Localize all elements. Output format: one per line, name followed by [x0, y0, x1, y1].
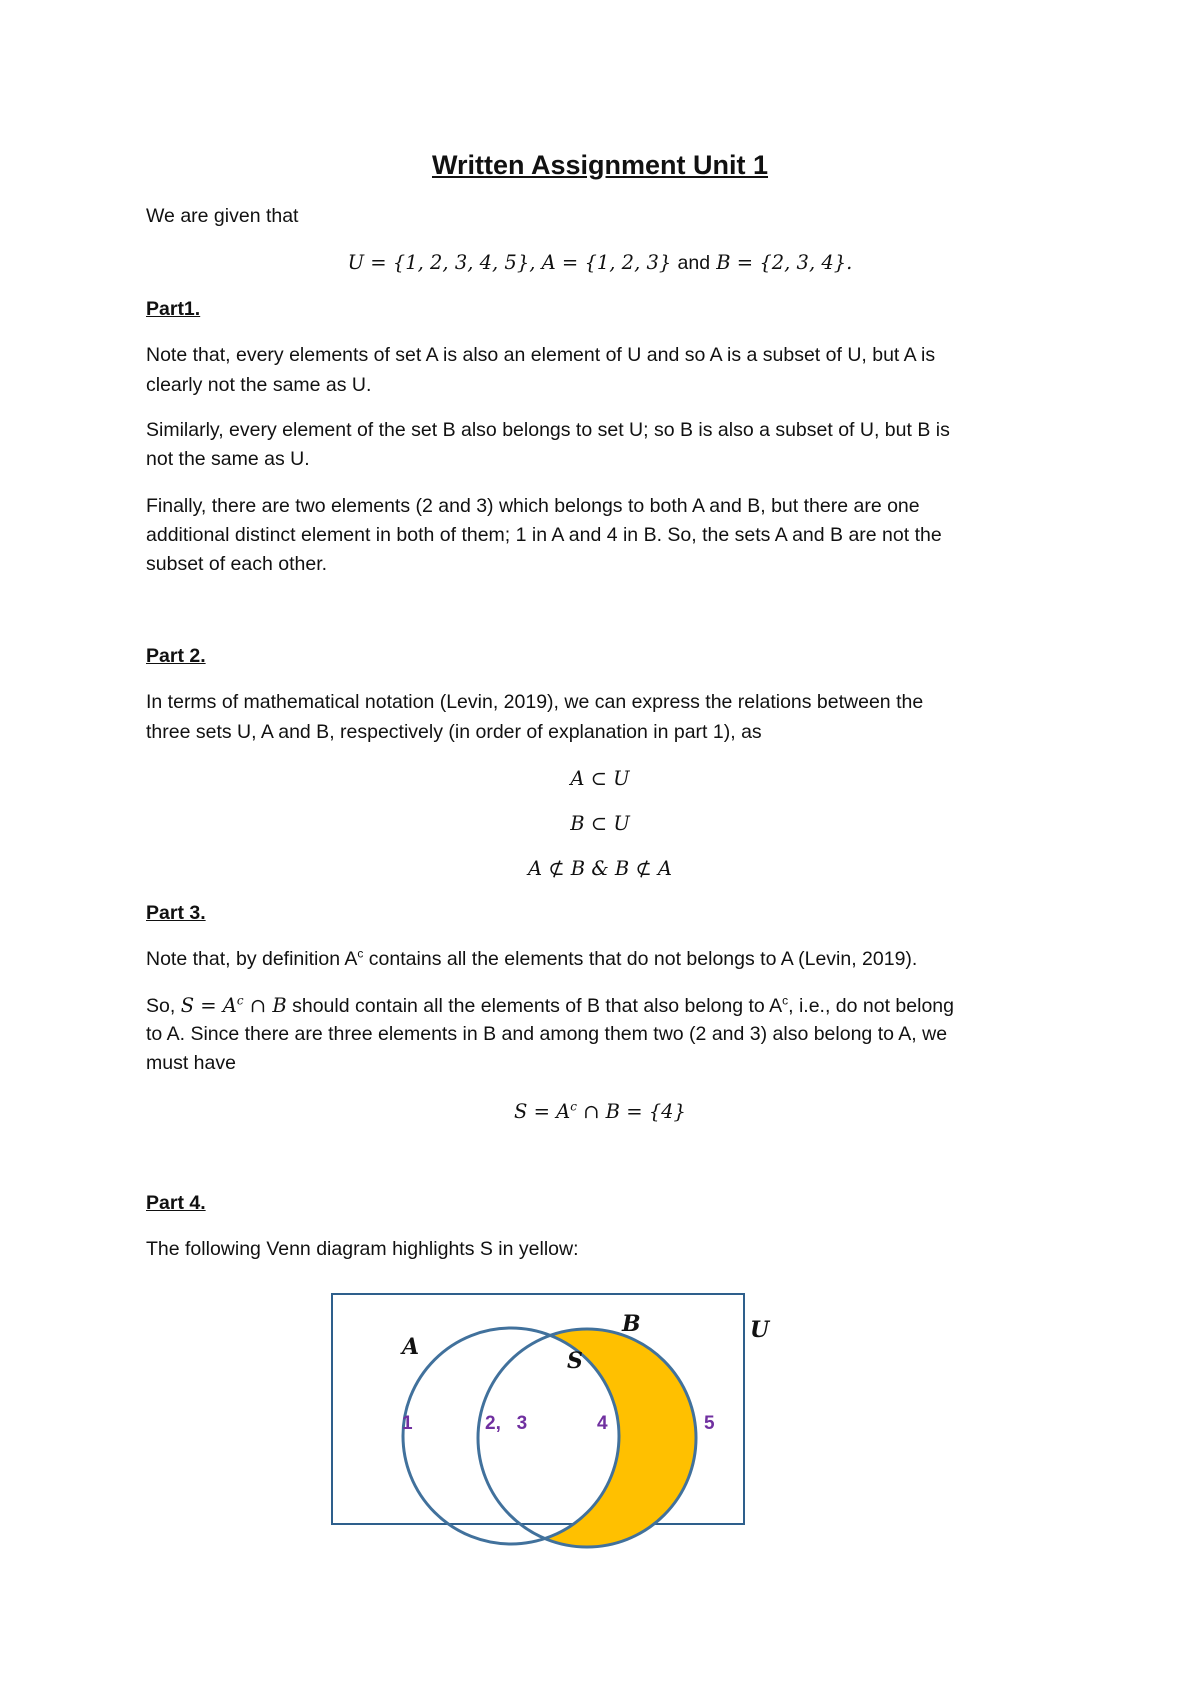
label-s: S — [567, 1348, 583, 1374]
s-equation — [0, 1100, 1200, 1123]
s-definition-superscript: c — [236, 993, 244, 1008]
part3-para1 — [146, 948, 917, 971]
and-word: and — [677, 252, 711, 274]
region-only-b: 4 — [597, 1413, 608, 1434]
part3-para2-end: , i.e., do not belong — [788, 995, 954, 1017]
part3-para1-text-end: contains all the elements that do not belongs to A (Levin, 2019). — [363, 948, 918, 970]
label-a: A — [402, 1334, 420, 1360]
part3-para1-text-start: Note that, by definition A — [146, 948, 358, 970]
sets-definition — [0, 251, 1200, 275]
part1-para2-line1: Similarly, every element of the set B also belongs to set U; so B is also a subset of U, but B is — [146, 419, 950, 441]
intro-text: We are given that — [146, 205, 299, 227]
relation-not-subset: A ⊄ B & B ⊄ A — [527, 857, 673, 880]
part3-para2-so: So, — [146, 995, 181, 1017]
part1-para3-line3: subset of each other. — [146, 553, 328, 575]
part1-para3-line2: additional distinct element in both of them; 1 in A and 4 in B. So, the sets A and B are not the — [146, 524, 942, 546]
part3-para2-line1 — [146, 994, 954, 1018]
venn-diagram — [330, 1292, 790, 1552]
part1-para2-line2: not the same as U. — [146, 448, 310, 470]
part3-para2-line2: to A. Since there are three elements in B and among them two (2 and 3) also belong to A, we — [146, 1023, 948, 1045]
part3-heading: Part 3. — [146, 902, 206, 924]
a-definition: A = {1, 2, 3} — [541, 251, 672, 274]
part1-heading: Part1. — [146, 298, 201, 320]
s-equation-left: S = A — [514, 1100, 571, 1123]
region-a-and-b: 2, 3 — [485, 1413, 528, 1434]
part3-para2-line3: must have — [146, 1052, 236, 1074]
part2-para-line1: In terms of mathematical notation (Levin, 2019), we can express the relations between the — [146, 691, 924, 713]
u-definition: U = {1, 2, 3, 4, 5}, — [347, 251, 536, 274]
relation-b-subset-u: B ⊂ U — [570, 812, 630, 835]
part1-para1-line2: clearly not the same as U. — [146, 374, 372, 396]
s-equation-right: ∩ B = {4} — [576, 1100, 686, 1123]
label-b: B — [622, 1311, 641, 1337]
region-only-a: 1 — [402, 1413, 413, 1434]
complement-superscript-2: c — [782, 993, 789, 1008]
region-outside: 5 — [704, 1413, 715, 1434]
part4-heading: Part 4. — [146, 1192, 206, 1214]
relation-a-subset-u: A ⊂ U — [570, 767, 630, 790]
page-title: Written Assignment Unit 1 — [431, 150, 769, 180]
s-definition-inline — [181, 994, 287, 1017]
part1-para1-line1: Note that, every elements of set A is also an element of U and so A is a subset of U, but A is — [146, 344, 936, 366]
s-equation-superscript: c — [570, 1099, 577, 1114]
part2-para-line2: three sets U, A and B, respectively (in order of explanation in part 1), as — [146, 721, 762, 743]
part1-para3-line1: Finally, there are two elements (2 and 3) which belongs to both A and B, but there are one — [146, 495, 920, 517]
complement-superscript: c — [357, 946, 364, 961]
part4-para: The following Venn diagram highlights S in yellow: — [146, 1238, 579, 1260]
part2-heading: Part 2. — [146, 645, 206, 667]
s-definition-left: S = A — [180, 994, 237, 1017]
label-u: U — [750, 1317, 770, 1343]
s-definition-right: ∩ B — [243, 994, 287, 1017]
part3-para2-middle: should contain all the elements of B that also belong to A — [286, 995, 783, 1017]
b-definition: B = {2, 3, 4}. — [716, 251, 853, 274]
